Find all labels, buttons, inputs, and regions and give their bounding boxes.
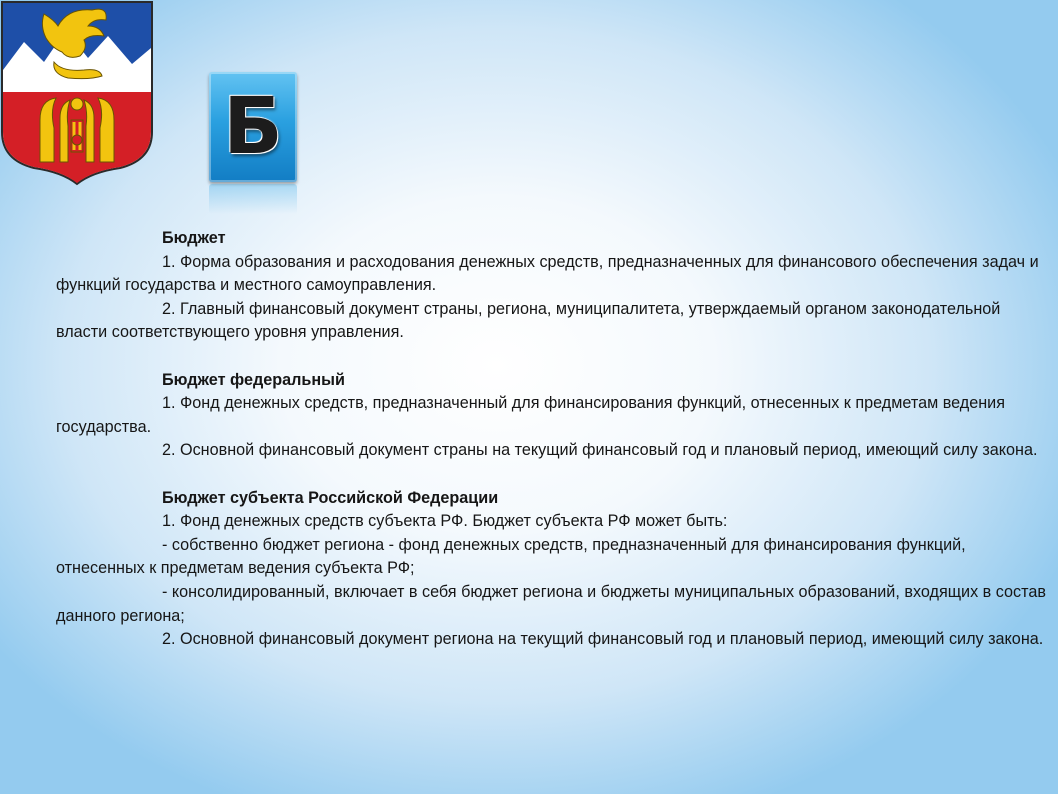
spacer bbox=[56, 345, 1046, 369]
letter-badge bbox=[209, 72, 297, 182]
definition-paragraph: 2. Главный финансовый документ страны, региона, муниципалитета, утверждаемый органом законодательной власти соответствующего уровня управления. bbox=[56, 299, 1001, 342]
section-title: Бюджет субъекта Российской Федерации bbox=[162, 488, 499, 507]
definition-paragraph: 1. Форма образования и расходования денежных средств, предназначенных для финансового обеспечения задач и функций государства и местного самоуправления. bbox=[56, 252, 1039, 295]
section-title: Бюджет федеральный bbox=[162, 370, 345, 389]
definition-paragraph: 2. Основной финансовый документ страны на текущий финансовый год и плановый период, имеющий силу закона. bbox=[162, 441, 1038, 460]
definition-paragraph: 2. Основной финансовый документ региона на текущий финансовый год и плановый период, имеющий силу закона. bbox=[162, 630, 1044, 649]
definition-paragraph: - консолидированный, включает в себя бюджет региона и бюджеты муниципальных образований, входящих в состав данного региона; bbox=[56, 582, 1046, 625]
badge-reflection bbox=[209, 184, 297, 214]
section-title: Бюджет bbox=[162, 229, 226, 247]
definition-paragraph: 1. Фонд денежных средств, предназначенный для финансирования функций, отнесенных к предметам ведения государства. bbox=[56, 394, 1005, 436]
glossary-text bbox=[56, 227, 1046, 652]
coat-of-arms-logo bbox=[0, 0, 154, 186]
definition-paragraph: - собственно бюджет региона - фонд денежных средств, предназначенный для финансирования функций, отнесенных к предметам ведения субъекта РФ; bbox=[56, 535, 966, 578]
spacer bbox=[56, 463, 1046, 487]
definition-paragraph: 1. Фонд денежных средств субъекта РФ. Бюджет субъекта РФ может быть: bbox=[162, 512, 728, 531]
badge-letter: Б bbox=[223, 82, 283, 172]
